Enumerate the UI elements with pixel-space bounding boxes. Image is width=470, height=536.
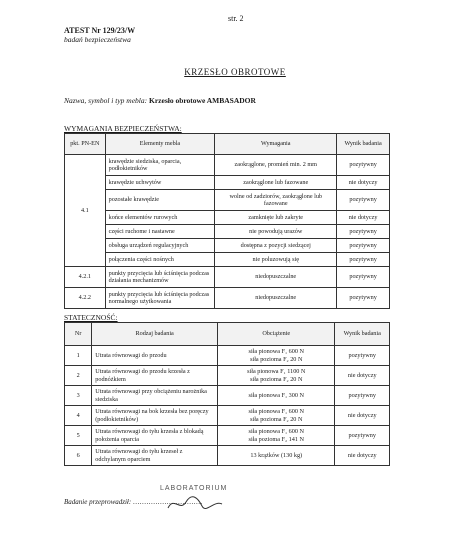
table-cell-result: pozytywny — [337, 267, 390, 288]
column-header: Nr — [65, 323, 92, 346]
table-cell-requirement: dostępna z pozycji siedzącej — [215, 239, 337, 253]
table-cell-element: części ruchome i nastawne — [105, 225, 215, 239]
load-line: siła pionowa F₁ 300 N — [248, 391, 304, 399]
table-row — [65, 426, 390, 446]
safety-section-heading: WYMAGANIA BEZPIECZEŃSTWA: — [64, 124, 182, 133]
product-name-value: Krzesło obrotowe AMBASADOR — [149, 96, 256, 105]
table-cell-test: Utrata równowagi do przodu krzesła z podnóżkiem — [92, 366, 218, 386]
load-line: siła pionowa F₁ 600 N — [248, 348, 304, 356]
table-cell-result: pozytywny — [335, 346, 390, 366]
table-cell-result: pozytywny — [337, 225, 390, 239]
table-cell-element: połączenia części nośnych — [105, 253, 215, 267]
document-subtitle: badań bezpieczeństwa — [64, 35, 131, 44]
table-cell-requirement: zaokrąglone, promień min. 2 mm — [215, 155, 337, 176]
table-cell-load — [218, 446, 335, 466]
table-cell-result: nie dotyczy — [335, 366, 390, 386]
table-cell-test: Utrata równowagi do tyłu krzeseł z odchylanym oparciem — [92, 446, 218, 466]
product-name-line — [64, 96, 256, 105]
table-cell-pkt: 4.2.2 — [65, 288, 106, 309]
load-line: siła pozioma F₂ 20 N — [250, 415, 303, 423]
table-cell-element: końce elementów rurowych — [105, 211, 215, 225]
table-cell-element: punkty przycięcia lub ściśnięcia podczas działania mechanizmów — [105, 267, 215, 288]
table-cell-nr: 2 — [65, 366, 92, 386]
table-row — [65, 239, 390, 253]
load-line: siła pionowa F₁ 1100 N — [247, 368, 306, 376]
table-cell-load — [218, 366, 335, 386]
table-cell-result: nie dotyczy — [337, 176, 390, 190]
load-line: siła pionowa F₁ 600 N — [248, 408, 304, 416]
table-row — [65, 267, 390, 288]
table-cell-test: Utrata równowagi do przodu — [92, 346, 218, 366]
table-row — [65, 406, 390, 426]
table-cell-load — [218, 386, 335, 406]
table-cell-element: krawędzie uchwytów — [105, 176, 215, 190]
load-line: siła pionowa F₁ 600 N — [248, 428, 304, 436]
table-cell-requirement: niedopuszczalne — [215, 267, 337, 288]
table-row — [65, 211, 390, 225]
document-title-text: KRZESŁO OBROTOWE — [184, 67, 286, 77]
table-cell-result: nie dotyczy — [337, 211, 390, 225]
table-row — [65, 446, 390, 466]
table-cell-requirement: nie poluzowują się — [215, 253, 337, 267]
table-cell-result: nie dotyczy — [335, 406, 390, 426]
table-header-row — [65, 134, 390, 155]
table-cell-nr: 3 — [65, 386, 92, 406]
load-line: 13 krążków (130 kg) — [250, 451, 303, 459]
table-row — [65, 366, 390, 386]
column-header: Wymagania — [215, 134, 337, 155]
stamp-text: LABORATORIUM — [160, 485, 228, 492]
document-title — [0, 67, 470, 77]
column-header: Elementy mebla — [105, 134, 215, 155]
column-header: Wynik badania — [335, 323, 390, 346]
table-cell-test: Utrata równowagi do tyłu krzesła z blokadą położenia oparcia — [92, 426, 218, 446]
table-cell-nr: 6 — [65, 446, 92, 466]
table-cell-pkt: 4.2.1 — [65, 267, 106, 288]
table-cell-element: krawędzie siedziska, oparcia, podłokietników — [105, 155, 215, 176]
table-cell-load — [218, 346, 335, 366]
table-cell-test: Utrata równowagi przy obciążeniu narożnika siedziska — [92, 386, 218, 406]
stability-section-heading: STATECZNOŚĆ: — [64, 313, 118, 322]
table-cell-element: punkty przycięcia lub ściśnięcia podczas normalnego użytkowania — [105, 288, 215, 309]
product-name-label: Nazwa, symbol i typ mebla: — [64, 96, 148, 105]
table-cell-result: pozytywny — [337, 288, 390, 309]
table-cell-requirement: wolne od zadziorów, zaokrąglone lub fazowane — [215, 190, 337, 211]
table-row — [65, 176, 390, 190]
table-cell-nr: 4 — [65, 406, 92, 426]
table-cell-nr: 5 — [65, 426, 92, 446]
column-header: Rodzaj badania — [92, 323, 218, 346]
column-header: Wynik badania — [337, 134, 390, 155]
stability-table — [64, 322, 390, 466]
table-header-row — [65, 323, 390, 346]
signature-line — [64, 498, 203, 506]
table-row — [65, 386, 390, 406]
load-line: siła pozioma F₂ 20 N — [250, 355, 303, 363]
table-row — [65, 346, 390, 366]
table-row — [65, 253, 390, 267]
table-cell-load — [218, 406, 335, 426]
table-cell-requirement: zamknięte lub zakryte — [215, 211, 337, 225]
atest-number: ATEST Nr 129/23/W — [64, 26, 136, 35]
table-cell-pkt: 4.1 — [65, 155, 106, 267]
column-header: Obciążenie — [218, 323, 335, 346]
table-row — [65, 225, 390, 239]
load-line: siła pozioma F₂ 20 N — [250, 375, 303, 383]
table-cell-result: pozytywny — [335, 386, 390, 406]
signature-dots: ............................... — [132, 498, 203, 506]
table-cell-result: pozytywny — [337, 155, 390, 176]
table-cell-load — [218, 426, 335, 446]
table-cell-element: obsługa urządzeń regulacyjnych — [105, 239, 215, 253]
column-header: pkt. PN-EN — [65, 134, 106, 155]
table-cell-result: pozytywny — [337, 190, 390, 211]
table-cell-result: nie dotyczy — [335, 446, 390, 466]
table-row — [65, 190, 390, 211]
table-cell-requirement: zaokrąglone lub fazowane — [215, 176, 337, 190]
table-cell-result: pozytywny — [337, 253, 390, 267]
signature-label: Badanie przeprowadził: — [64, 498, 132, 506]
table-cell-test: Utrata równowagi na bok krzesła bez poręczy (podłokietników) — [92, 406, 218, 426]
table-row — [65, 155, 390, 176]
table-cell-result: pozytywny — [337, 239, 390, 253]
table-cell-requirement: nie powodują urazów — [215, 225, 337, 239]
load-line: siła pozioma F₂ 141 N — [248, 435, 304, 443]
table-row — [65, 288, 390, 309]
table-cell-requirement: niedopuszczalne — [215, 288, 337, 309]
page-number: str. 2 — [228, 14, 244, 23]
table-cell-nr: 1 — [65, 346, 92, 366]
safety-requirements-table — [64, 133, 390, 309]
table-cell-result: pozytywny — [335, 426, 390, 446]
table-cell-element: pozostałe krawędzie — [105, 190, 215, 211]
